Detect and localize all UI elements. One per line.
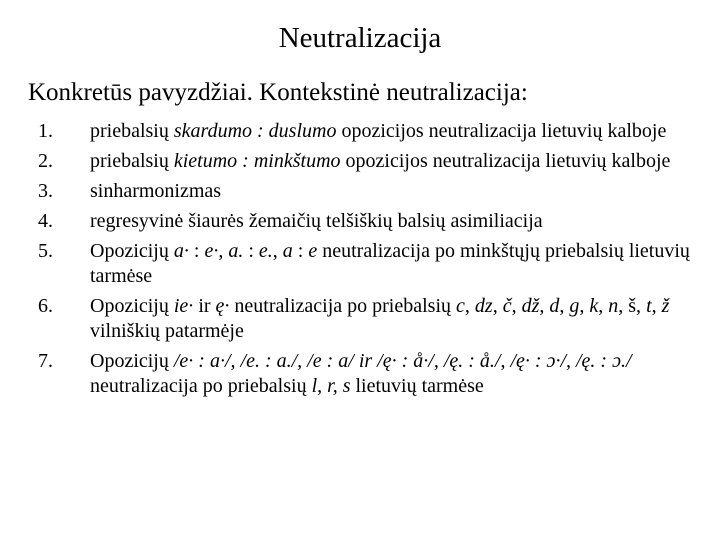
text-segment: neutralizacija po priebalsių [229, 295, 456, 317]
list-item [28, 294, 708, 344]
text-segment: lietuvių tarmėse [350, 375, 484, 397]
italic-term: e [308, 240, 318, 262]
item-number: 3. [38, 180, 53, 202]
text-segment: Opozicijų [90, 295, 174, 317]
italic-term: n [608, 295, 619, 317]
italic-term: dz [474, 295, 493, 317]
text-segment: opozicijos neutralizacija lietuvių kalboje [340, 150, 671, 172]
text-segment: regresyvinė šiaurės žemaičių telšiškių balsių asimiliacija [90, 210, 543, 232]
list-item [28, 209, 708, 234]
text-segment: neutralizacija po priebalsių [90, 375, 312, 397]
italic-term: t [646, 295, 652, 317]
item-text [90, 209, 708, 234]
italic-term: l, r, s [311, 375, 351, 397]
list-item [28, 119, 708, 144]
italic-term: g [569, 295, 580, 317]
text-segment: : [188, 240, 205, 262]
text-segment: , [598, 295, 609, 317]
item-number: 4. [38, 210, 53, 232]
text-segment: priebalsių [90, 150, 174, 172]
item-number: 7. [38, 350, 53, 372]
text-segment: , [559, 295, 570, 317]
text-segment: neutralizacija po minkštųjų priebalsių lietuvių tarmėse [90, 240, 690, 287]
italic-term: d [549, 295, 560, 317]
numbered-list [28, 119, 708, 404]
text-segment: , [492, 295, 503, 317]
item-text [90, 294, 708, 344]
item-text [90, 239, 708, 289]
text-segment: , [511, 295, 522, 317]
italic-term: č [502, 295, 512, 317]
italic-term: e· [204, 240, 219, 262]
italic-term: dž [521, 295, 540, 317]
item-text [90, 179, 708, 204]
text-segment: priebalsių [90, 120, 174, 142]
italic-term: ę· [215, 295, 230, 317]
text-segment: ir [193, 295, 216, 317]
item-text [90, 349, 708, 399]
page-title: Neutralizacija [278, 22, 442, 54]
italic-term: kietumo : minkštumo [173, 150, 341, 172]
italic-term: skardumo : duslumo [173, 120, 337, 142]
text-segment: Opozicijų [90, 350, 174, 372]
item-number: 2. [38, 150, 53, 172]
text-segment: , [579, 295, 590, 317]
text-segment: opozicijos neutralizacija lietuvių kalboje [336, 120, 667, 142]
text-segment: , š, [618, 295, 647, 317]
italic-term: ie· [173, 295, 194, 317]
text-segment: Opozicijų [90, 240, 174, 262]
text-segment: sinharmonizmas [90, 180, 222, 202]
item-text [90, 149, 708, 174]
text-segment: vilniškių patarmėje [90, 320, 244, 342]
italic-term: a· [173, 240, 189, 262]
italic-term: e. [258, 240, 273, 262]
italic-term: ž [661, 295, 670, 317]
subtitle: Konkretūs pavyzdžiai. Kontekstinė neutralizacija: [28, 79, 528, 106]
italic-term: c [456, 295, 465, 317]
text-segment: : [292, 240, 309, 262]
italic-term: a. [228, 240, 244, 262]
item-number: 6. [38, 295, 53, 317]
text-segment: : [243, 240, 259, 262]
text-segment: , [651, 295, 662, 317]
list-item [28, 149, 708, 174]
text-segment: , [539, 295, 550, 317]
list-item [28, 349, 708, 399]
text-segment: , [464, 295, 475, 317]
text-segment: , [272, 240, 283, 262]
list-item [28, 239, 708, 289]
italic-term: k [589, 295, 599, 317]
item-number: 1. [38, 120, 53, 142]
text-segment: , [218, 240, 229, 262]
italic-term: a [282, 240, 293, 262]
italic-term: /e· : a·/, /e. : a./, /e : a/ ir /ę· : å·/, /ę. : å./, /ę· : ɔ·/, /ę. : ɔ./ [173, 350, 632, 372]
list-item [28, 179, 708, 204]
item-text [90, 119, 708, 144]
item-number: 5. [38, 240, 53, 262]
